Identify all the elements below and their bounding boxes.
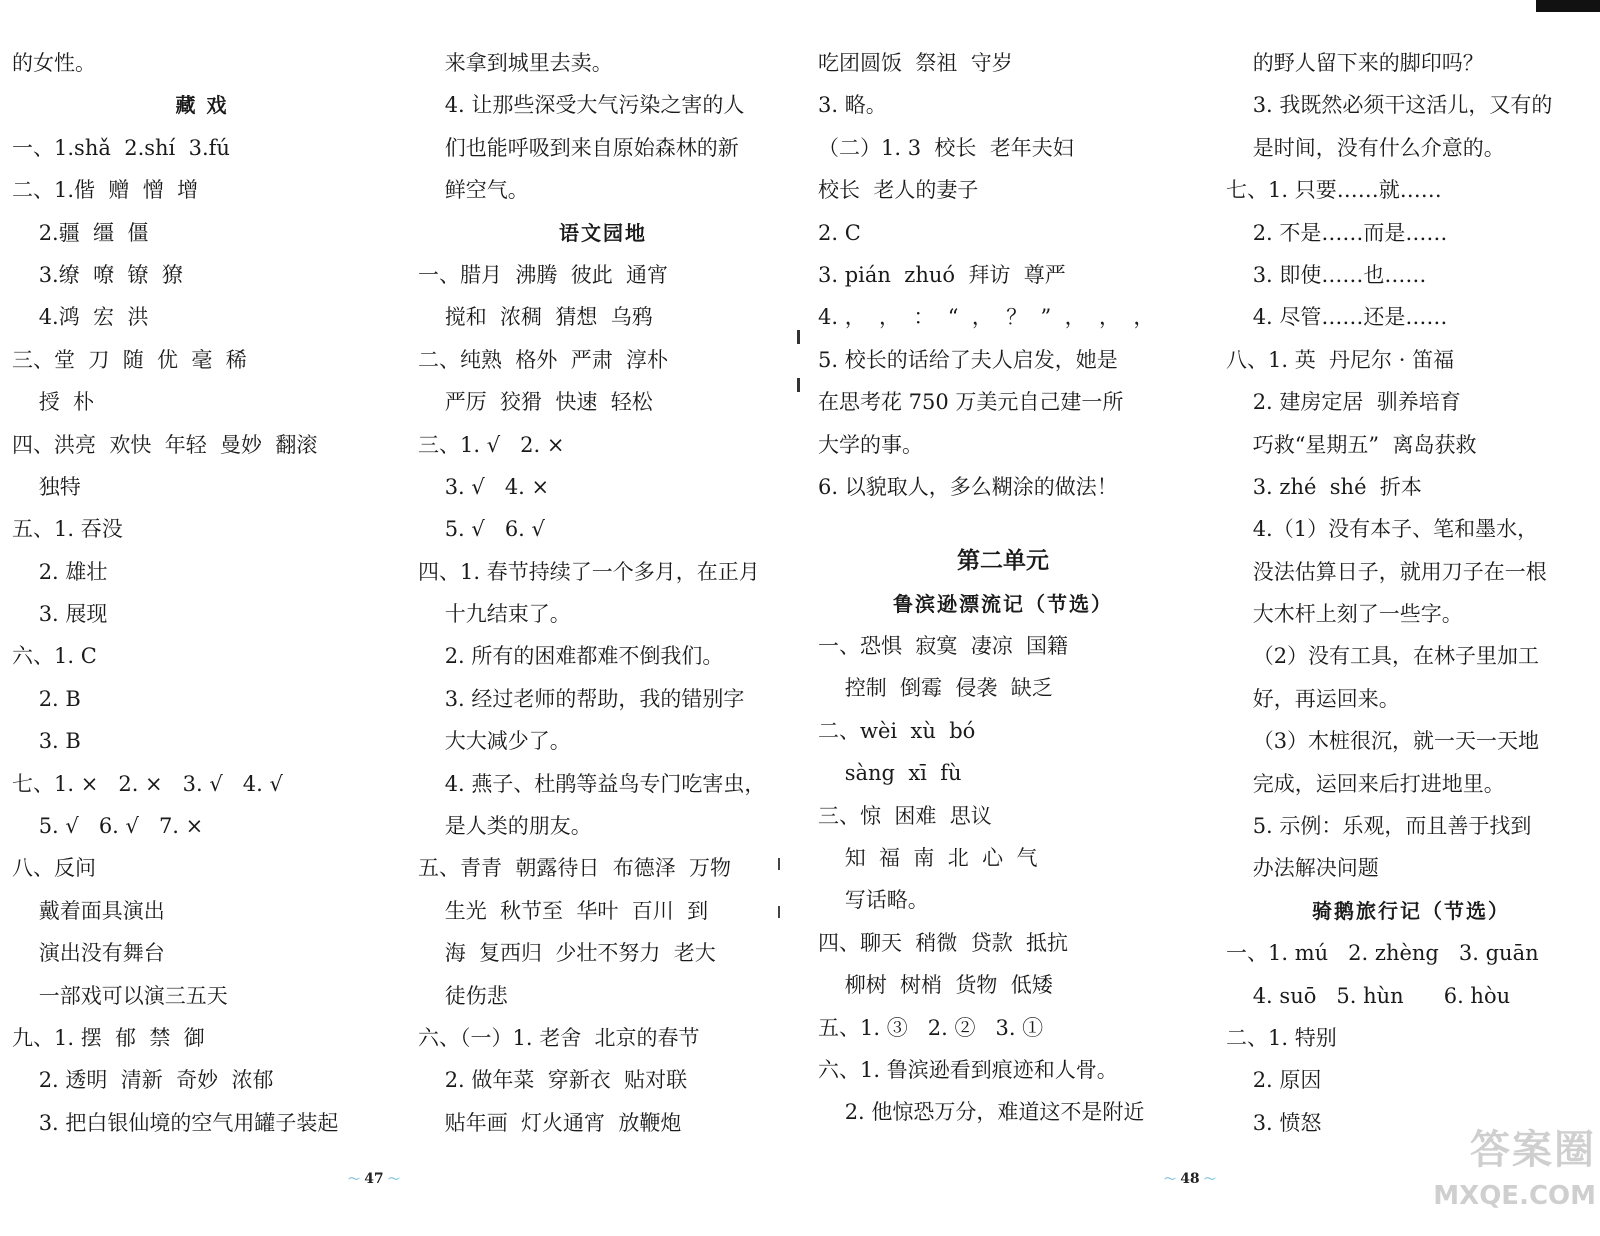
answer-line: 五、1. ③ 2. ② 3. ① bbox=[818, 1015, 1044, 1040]
section-heading: 鲁滨逊漂流记（节选） bbox=[893, 591, 1113, 616]
answer-line: 八、1. 英 丹尼尔 · 笛福 bbox=[1226, 347, 1455, 372]
answer-line: 二、1.偕 赠 憎 增 bbox=[12, 178, 199, 203]
page-number-left-text: 47 bbox=[364, 1171, 384, 1187]
answer-line: 2. 原因 bbox=[1226, 1068, 1322, 1093]
answer-line: 六、1. C bbox=[12, 644, 97, 669]
answer-line: 3. 把白银仙境的空气用罐子装起 bbox=[12, 1110, 339, 1135]
answer-line: 3. 略。 bbox=[818, 93, 887, 118]
answer-line: 一部戏可以演三五天 bbox=[12, 983, 228, 1008]
answer-line: 柳树 树梢 货物 低矮 bbox=[818, 973, 1053, 998]
answer-line: 四、1. 春节持续了一个多月，在正月 bbox=[418, 559, 760, 584]
answer-line: 一、1.shǎ 2.shí 3.fú bbox=[12, 135, 230, 160]
answer-line: 三、1. √ 2. × bbox=[418, 432, 565, 457]
answer-line: 四、洪亮 欢快 年轻 曼妙 翻滚 bbox=[12, 432, 318, 457]
answer-line: 们也能呼吸到来自原始森林的新 bbox=[418, 135, 739, 160]
answer-line: 办法解决问题 bbox=[1226, 856, 1379, 881]
answer-line: 六、（一）1. 老舍 北京的春节 bbox=[418, 1025, 700, 1050]
answer-line: 二、wèi xù bó bbox=[818, 718, 976, 743]
answer-line: 3. 即使……也…… bbox=[1226, 262, 1427, 287]
answer-line: 2. B bbox=[12, 686, 81, 711]
answer-line: 3. pián zhuó 拜访 尊严 bbox=[818, 262, 1066, 287]
spine-mark bbox=[778, 858, 780, 870]
answer-line: 五、1. 吞没 bbox=[12, 517, 123, 542]
ornament-icon: ～ bbox=[1164, 1172, 1181, 1186]
answer-line: 校长 老人的妻子 bbox=[818, 178, 979, 203]
answer-line: 4.鸿 宏 洪 bbox=[12, 305, 149, 330]
ornament-icon: ～ bbox=[383, 1172, 400, 1186]
answer-line: 在思考花 750 万美元自己建一所 bbox=[818, 390, 1124, 415]
section-heading: 语文园地 bbox=[559, 220, 647, 245]
page-number-right-text: 48 bbox=[1180, 1171, 1200, 1187]
answer-line: 大大减少了。 bbox=[418, 729, 571, 754]
answer-line: 生光 秋节至 华叶 百川 到 bbox=[418, 898, 709, 923]
answer-line: 授 朴 bbox=[12, 390, 95, 415]
answer-line: 一、恐惧 寂寞 凄凉 国籍 bbox=[818, 634, 1069, 659]
answer-line: 三、惊 困难 思议 bbox=[818, 803, 992, 828]
answer-line: 巧救“星期五” 离岛获救 bbox=[1226, 432, 1477, 457]
answer-line: 七、1. 只要……就…… bbox=[1226, 178, 1442, 203]
answer-column-4 bbox=[1226, 42, 1596, 1144]
answer-line: 七、1. × 2. × 3. √ 4. √ bbox=[12, 771, 283, 796]
answer-line: 鲜空气。 bbox=[418, 178, 529, 203]
answer-line: 四、聊天 稍微 贷款 抵抗 bbox=[818, 930, 1069, 955]
answer-line: 没法估算日子，就用刀子在一根 bbox=[1226, 559, 1547, 584]
answer-line: 徒伤悲 bbox=[418, 983, 508, 1008]
answer-line: 三、堂 刀 随 优 毫 稀 bbox=[12, 347, 247, 372]
unit-heading: 第二单元 bbox=[957, 547, 1049, 575]
answer-line: 吃团圆饭 祭祖 守岁 bbox=[818, 51, 1013, 75]
answer-line: 严厉 狡猾 快速 轻松 bbox=[418, 390, 653, 415]
answer-line: 六、1. 鲁滨逊看到痕迹和人骨。 bbox=[818, 1057, 1118, 1082]
answer-line: 2. 不是……而是…… bbox=[1226, 220, 1448, 245]
answer-line: 2. 透明 清新 奇妙 浓郁 bbox=[12, 1068, 274, 1093]
corner-mark bbox=[1536, 0, 1600, 12]
ornament-icon: ～ bbox=[348, 1172, 365, 1186]
answer-line: 五、青青 朝露待日 布德泽 万物 bbox=[418, 856, 732, 881]
answer-line: 来拿到城里去卖。 bbox=[418, 51, 613, 75]
answer-line: 2. 雄壮 bbox=[12, 559, 108, 584]
answer-line: 搅和 浓稠 猜想 乌鸦 bbox=[418, 305, 653, 330]
answer-line: 控制 倒霉 侵袭 缺乏 bbox=[818, 676, 1053, 701]
answer-column-1 bbox=[12, 42, 392, 1144]
answer-line: 6. 以貌取人，多么糊涂的做法！ bbox=[818, 474, 1118, 499]
watermark-logo bbox=[1418, 1124, 1596, 1232]
answer-line: 的野人留下来的脚印吗？ bbox=[1226, 51, 1484, 75]
answer-line: 是时间，没有什么介意的。 bbox=[1226, 135, 1505, 160]
watermark-text-bottom: MXQE.COM bbox=[1433, 1181, 1596, 1211]
answer-line: 贴年画 灯火通宵 放鞭炮 bbox=[418, 1110, 682, 1135]
spine-mark bbox=[797, 378, 800, 392]
answer-line: 一、腊月 沸腾 彼此 通宵 bbox=[418, 262, 669, 287]
answer-line: 演出没有舞台 bbox=[12, 941, 165, 966]
answer-line: 5. 校长的话给了夫人启发，她是 bbox=[818, 347, 1118, 372]
answer-line: 戴着面具演出 bbox=[12, 898, 165, 923]
section-heading: 骑鹅旅行记（节选） bbox=[1312, 898, 1510, 923]
answer-line: 3. 展现 bbox=[12, 602, 108, 627]
answer-line: （二）1. 3 校长 老年夫妇 bbox=[818, 135, 1074, 160]
answer-column-2 bbox=[418, 42, 788, 1144]
answer-line: 4. 让那些深受大气污染之害的人 bbox=[418, 93, 745, 118]
answer-line: 二、1. 特别 bbox=[1226, 1025, 1337, 1050]
answer-line: 3. B bbox=[12, 729, 81, 754]
answer-line: 写话略。 bbox=[818, 888, 929, 913]
answer-line: 4. ， ， ： “ ， ？ ” ， ， ， bbox=[818, 305, 1155, 330]
answer-line: 3. 愤怒 bbox=[1226, 1110, 1322, 1135]
answer-line: 4. 尽管……还是…… bbox=[1226, 305, 1448, 330]
answer-line: 海 复西归 少壮不努力 老大 bbox=[418, 941, 716, 966]
answer-line: 完成，运回来后打进地里。 bbox=[1226, 771, 1505, 796]
spine-mark bbox=[778, 906, 780, 918]
spine-mark bbox=[797, 330, 800, 344]
answer-line: 十九结束了。 bbox=[418, 602, 571, 627]
page-number-right bbox=[1164, 1170, 1216, 1187]
answer-line: 5. √ 6. √ 7. × bbox=[12, 814, 204, 839]
answer-line: sàng xī fù bbox=[818, 761, 962, 786]
answer-line: （2）没有工具，在林子里加工 bbox=[1226, 644, 1540, 669]
answer-line: 的女性。 bbox=[12, 51, 96, 75]
answer-line: 八、反问 bbox=[12, 856, 96, 881]
answer-line: 九、1. 摆 郁 禁 御 bbox=[12, 1025, 205, 1050]
answer-column-3 bbox=[818, 42, 1188, 1134]
answer-line: 5. 示例：乐观，而且善于找到 bbox=[1226, 814, 1532, 839]
answer-line: 2. C bbox=[818, 220, 861, 245]
answer-line: 2. 他惊恐万分，难道这不是附近 bbox=[818, 1100, 1145, 1125]
watermark-text-top: 答案圈 bbox=[1470, 1127, 1596, 1173]
answer-line: 二、纯熟 格外 严肃 淳朴 bbox=[418, 347, 669, 372]
ornament-icon: ～ bbox=[1199, 1172, 1216, 1186]
answer-line: 5. √ 6. √ bbox=[418, 517, 545, 542]
answer-line: 4.（1）没有本子、笔和墨水， bbox=[1226, 517, 1539, 542]
answer-line: 一、1. mú 2. zhèng 3. guān bbox=[1226, 941, 1539, 966]
answer-line: 4. suō 5. hùn 6. hòu bbox=[1226, 983, 1511, 1008]
answer-line: 大学的事。 bbox=[818, 432, 923, 457]
section-heading: 藏 戏 bbox=[175, 93, 229, 118]
answer-line: 独特 bbox=[12, 474, 81, 499]
answer-line: 3. 我既然必须干这活儿，又有的 bbox=[1226, 93, 1553, 118]
spacer bbox=[818, 508, 1188, 540]
answer-line: 2. 所有的困难都难不倒我们。 bbox=[418, 644, 724, 669]
page-number-left bbox=[348, 1170, 400, 1187]
answer-line: 知 福 南 北 心 气 bbox=[818, 846, 1038, 871]
answer-line: 3. √ 4. × bbox=[418, 474, 550, 499]
answer-line: 2. 做年菜 穿新衣 贴对联 bbox=[418, 1068, 688, 1093]
answer-line: （3）木桩很沉，就一天一天地 bbox=[1226, 729, 1540, 754]
answer-line: 3. 经过老师的帮助，我的错别字 bbox=[418, 686, 745, 711]
answer-line: 2. 建房定居 驯养培育 bbox=[1226, 390, 1461, 415]
answer-line: 是人类的朋友。 bbox=[418, 814, 592, 839]
answer-line: 4. 燕子、杜鹃等益鸟专门吃害虫， bbox=[418, 771, 766, 796]
answer-line: 大木杆上刻了一些字。 bbox=[1226, 602, 1463, 627]
answer-line: 2.疆 缰 僵 bbox=[12, 220, 149, 245]
answer-line: 3. zhé shé 折本 bbox=[1226, 474, 1422, 499]
answer-line: 3.缭 嘹 镣 獠 bbox=[12, 262, 183, 287]
answer-line: 好，再运回来。 bbox=[1226, 686, 1400, 711]
